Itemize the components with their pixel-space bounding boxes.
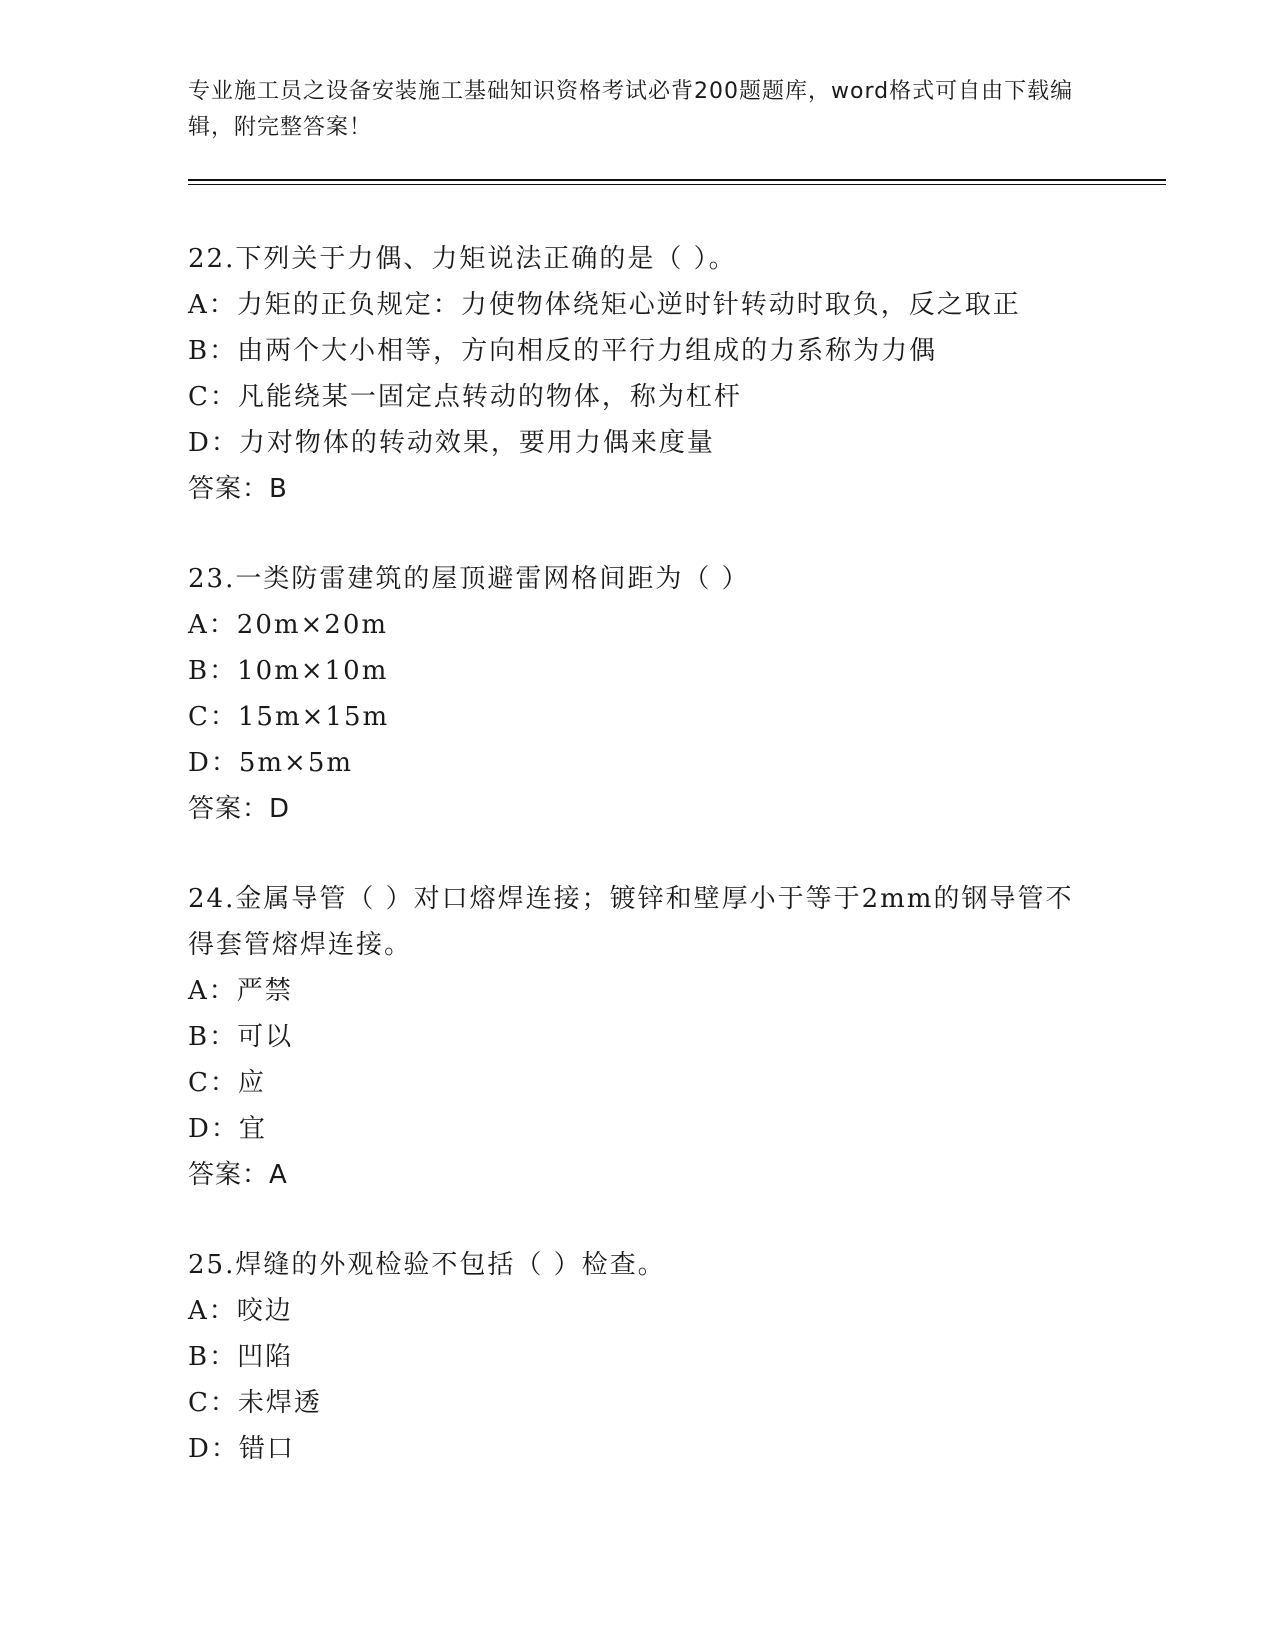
header-divider-thick [188,179,1166,181]
option-a: A：力矩的正负规定：力使物体绕矩心逆时针转动时取负，反之取正 [188,290,1021,320]
option-c: C：凡能绕某一固定点转动的物体，称为杠杆 [188,382,742,412]
option-d: D：宜 [188,1114,267,1144]
answer-label: 答案：D [188,794,291,824]
question-22 [188,236,1088,512]
document-header: 专业施工员之设备安装施工基础知识资格考试必背200题题库，word格式可自由下载编辑，附完整答案！ [188,79,1074,140]
option-c: C：应 [188,1068,266,1098]
option-d: D：5m×5m [188,748,354,778]
answer-label: 答案：B [188,474,288,504]
option-c: C：未焊透 [188,1388,322,1418]
question-stem: 25.焊缝的外观检验不包括（ ）检查。 [188,1250,666,1280]
question-stem: 24.金属导管（ ）对口熔焊连接；镀锌和壁厚小于等于2mm的钢导管不得套管熔焊连接。 [188,884,1074,960]
option-c: C：15m×15m [188,702,390,732]
option-b: B：10m×10m [188,656,389,686]
option-a: A：咬边 [188,1296,293,1326]
header-divider-thin [188,184,1166,185]
question-stem: 22.下列关于力偶、力矩说法正确的是（ ）。 [188,244,737,274]
option-b: B：由两个大小相等，方向相反的平行力组成的力系称为力偶 [188,336,938,366]
option-a: A：20m×20m [188,610,389,640]
question-23 [188,556,1088,832]
option-a: A：严禁 [188,976,293,1006]
question-24 [188,876,1088,1198]
question-list [188,236,1088,1516]
option-d: D：错口 [188,1434,295,1464]
answer-label: 答案：A [188,1160,288,1190]
question-stem: 23.一类防雷建筑的屋顶避雷网格间距为（ ） [188,564,750,594]
option-b: B：凹陷 [188,1342,294,1372]
option-b: B：可以 [188,1022,294,1052]
question-25 [188,1242,1088,1472]
option-d: D：力对物体的转动效果，要用力偶来度量 [188,428,715,458]
